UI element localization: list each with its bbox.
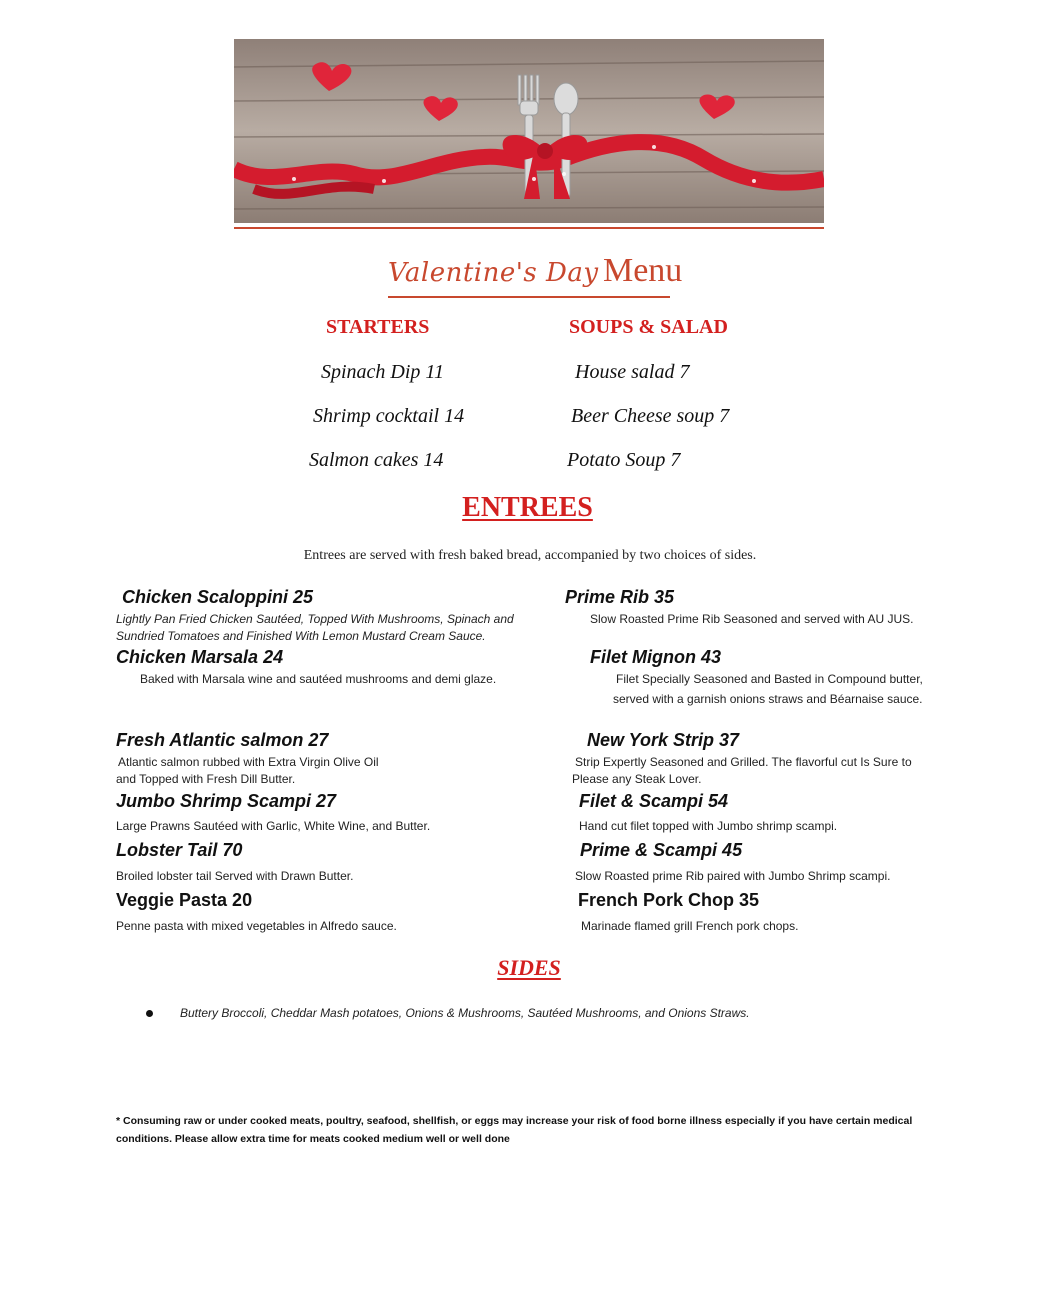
menu-title-script: Valentine's Day bbox=[388, 258, 599, 288]
dish-name: Jumbo Shrimp Scampi 27 bbox=[116, 791, 337, 811]
disclaimer-line: * Consuming raw or under cooked meats, poultry, seafood, shellfish, or eggs may increase your risk of food borne illness especially if you have certain medical bbox=[116, 1115, 913, 1127]
dish-description: Marinade flamed grill French pork chops. bbox=[581, 919, 799, 933]
dish-description: Lightly Pan Fried Chicken Sautéed, Topped With Mushrooms, Spinach and bbox=[116, 612, 514, 626]
dish-description: served with a garnish onions straws and Béarnaise sauce. bbox=[613, 692, 923, 706]
soup-salad-item: Potato Soup 7 bbox=[567, 449, 681, 471]
dish-description: Penne pasta with mixed vegetables in Alfredo sauce. bbox=[116, 919, 397, 933]
dish-name: Filet & Scampi 54 bbox=[579, 791, 729, 811]
dish-name: Chicken Marsala 24 bbox=[116, 647, 284, 667]
dish-description: Broiled lobster tail Served with Drawn Butter. bbox=[116, 869, 354, 883]
food-safety-disclaimer bbox=[116, 1112, 946, 1148]
valentine-table-illustration bbox=[234, 39, 824, 223]
dish-description: Large Prawns Sautéed with Garlic, White Wine, and Butter. bbox=[116, 819, 431, 833]
header-image bbox=[234, 39, 824, 223]
dish-description: Baked with Marsala wine and sautéed mushrooms and demi glaze. bbox=[140, 672, 497, 686]
dish-name: French Pork Chop 35 bbox=[578, 890, 760, 910]
dish-name: Prime & Scampi 45 bbox=[580, 840, 743, 860]
menu-title bbox=[388, 252, 683, 298]
dish-description: Please any Steak Lover. bbox=[572, 772, 702, 786]
dish-description: and Topped with Fresh Dill Butter. bbox=[116, 772, 296, 786]
starter-item: Salmon cakes 14 bbox=[309, 449, 444, 471]
dish-name: Veggie Pasta 20 bbox=[116, 890, 253, 910]
disclaimer-line: conditions. Please allow extra time for meats cooked medium well or well done bbox=[116, 1133, 510, 1145]
entrees-heading-text: ENTREES bbox=[462, 492, 593, 523]
dish-name: Lobster Tail 70 bbox=[116, 840, 243, 860]
bullet-icon bbox=[146, 1010, 153, 1017]
dish-description: Filet Specially Seasoned and Basted in Compound butter, bbox=[616, 672, 923, 686]
dish-description: Strip Expertly Seasoned and Grilled. The flavorful cut Is Sure to bbox=[575, 755, 912, 769]
dish-description: Slow Roasted prime Rib paired with Jumbo Shrimp scampi. bbox=[575, 869, 891, 883]
dish-name: Prime Rib 35 bbox=[565, 587, 675, 607]
dish-name: Chicken Scaloppini 25 bbox=[122, 587, 314, 607]
dish-name: Filet Mignon 43 bbox=[590, 647, 722, 667]
soups-salad-heading: SOUPS & SALAD bbox=[569, 316, 728, 338]
dish-description: Atlantic salmon rubbed with Extra Virgin Olive Oil bbox=[118, 755, 379, 769]
dish-description: Hand cut filet topped with Jumbo shrimp scampi. bbox=[579, 819, 838, 833]
header-divider bbox=[234, 227, 824, 229]
dish-description: Sundried Tomatoes and Finished With Lemon Mustard Cream Sauce. bbox=[116, 629, 486, 643]
dish-name: Fresh Atlantic salmon 27 bbox=[116, 730, 329, 750]
dish-name: New York Strip 37 bbox=[587, 730, 740, 750]
starter-item: Spinach Dip 11 bbox=[321, 361, 444, 383]
sides-heading-text: SIDES bbox=[497, 955, 561, 980]
sides-list-item: Buttery Broccoli, Cheddar Mash potatoes, Onions & Mushrooms, Sautéed Mushrooms, and Onions Straws. bbox=[180, 1006, 750, 1020]
starter-item: Shrimp cocktail 14 bbox=[313, 405, 465, 427]
soup-salad-item: Beer Cheese soup 7 bbox=[571, 405, 730, 427]
sides-heading bbox=[0, 955, 1055, 981]
dish-description: Slow Roasted Prime Rib Seasoned and served with AU JUS. bbox=[590, 612, 914, 626]
starters-heading: STARTERS bbox=[326, 316, 430, 338]
soup-salad-item: House salad 7 bbox=[575, 361, 690, 383]
menu-title-word: Menu bbox=[602, 252, 683, 289]
entrees-note: Entrees are served with fresh baked bread, accompanied by two choices of sides. bbox=[303, 548, 757, 563]
entrees-heading bbox=[0, 492, 1055, 524]
